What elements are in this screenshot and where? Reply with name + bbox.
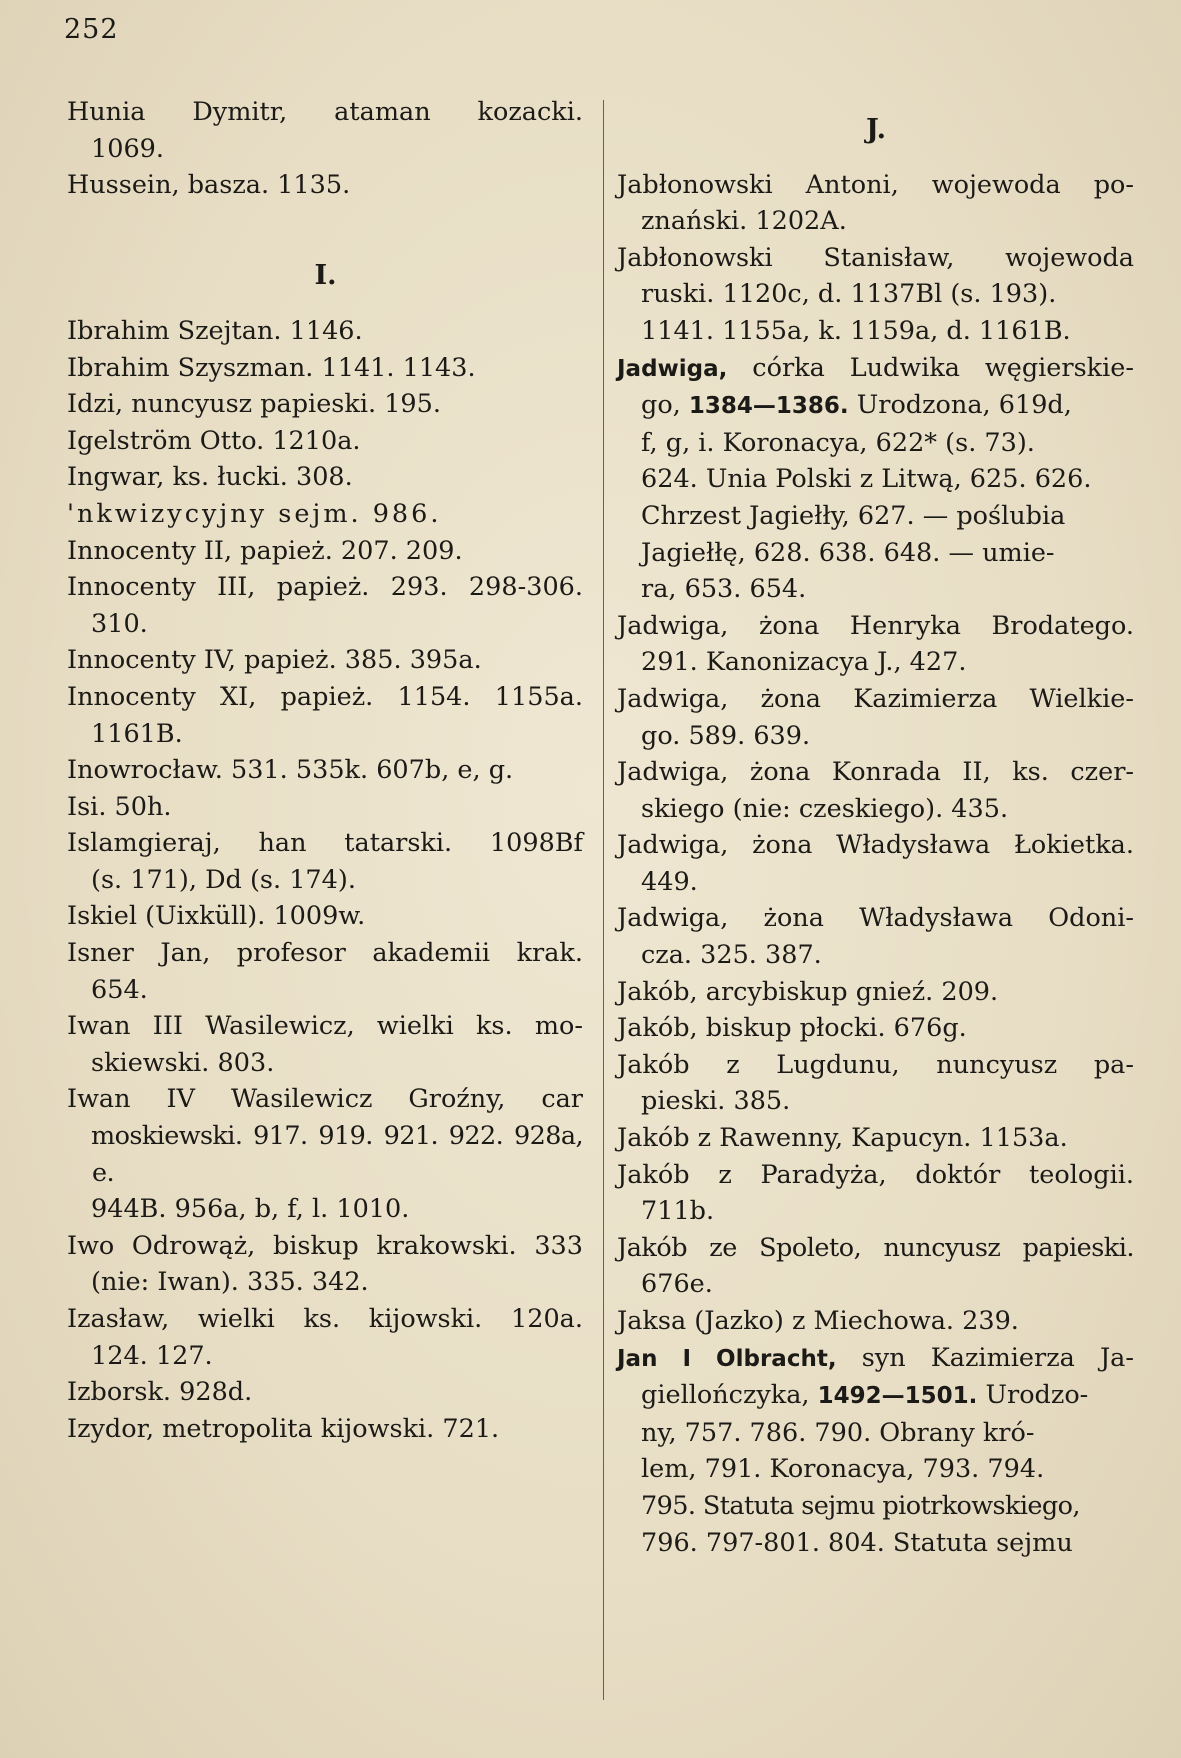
entry-line: Iwan IV Wasilewicz Groźny, car [67,1084,583,1115]
index-entry [68,386,583,423]
entry-line: ra, 653. 654. [641,574,807,605]
entry-line: Ibrahim Szyszman. 1141. 1143. [67,352,476,383]
section-heading-i: I. [314,260,337,292]
entry-line: 1161B. [91,718,183,749]
index-entry [618,1047,1134,1120]
entry-line: cza. 325. 387. [641,940,822,971]
entry-line: 624. Unia Polski z Litwą, 625. 626. [641,464,1092,495]
entry-line: Jadwiga, żona Kazimierza Wielkie- [617,683,1134,714]
entry-line: Urodzo- [977,1380,1089,1411]
entry-headword: Jadwiga, [617,355,728,382]
entry-line: znański. 1202A. [641,206,847,237]
index-entry [618,1120,1134,1157]
entry-line: Jabłonowski Antoni, wojewoda po- [617,169,1134,200]
entry-line: skiego (nie: czeskiego). 435. [641,793,1009,824]
entry-line: 310. [91,608,148,639]
index-entry [68,789,583,826]
index-entry [618,608,1134,681]
index-entry [618,900,1134,973]
entry-line: Innocenty III, papież. 293. 298-306. [67,572,583,603]
index-entry-jan-olbracht [618,1340,1134,1562]
entry-line: 291. Kanonizacya J., 427. [641,647,967,678]
entry-line: Jagiełłę, 628. 638. 648. — umie- [641,537,1055,568]
index-entry-jadwiga [618,350,1134,608]
index-entry [68,1008,583,1081]
index-entry [68,569,583,642]
entry-line: Innocenty XI, papież. 1154. 1155a. [67,681,583,712]
index-entry [68,94,583,167]
entry-line: Isner Jan, profesor akademii krak. [67,938,583,969]
entry-line: ny, 757. 786. 790. Obrany kró- [641,1417,1035,1448]
index-entry [618,240,1134,350]
entry-line: Chrzest Jagiełły, 627. — poślubia [641,500,1066,531]
entry-line: ruski. 1120c, d. 1137Bl (s. 193). [641,279,1057,310]
entry-headword: Jan I Olbracht, [617,1345,837,1372]
entry-line: Hunia Dymitr, ataman kozacki. [67,97,583,127]
entry-line: córka Ludwika węgierskie- [727,352,1134,383]
index-entry [68,679,583,752]
entry-line: Jabłonowski Stanisław, wojewoda [617,242,1134,273]
index-entry [618,827,1134,900]
entry-line: 944B. 956a, b, f, l. 1010. [91,1194,410,1225]
index-entry [618,167,1134,240]
entry-line: Isi. 50h. [67,791,172,822]
entry-line: 124. 127. [91,1340,213,1371]
index-entry [618,1230,1134,1303]
entry-line: Igelström Otto. 1210a. [67,425,361,456]
entry-line: Urodzona, 619d, [848,390,1072,421]
entry-line: 711b. [641,1196,715,1227]
index-entry [68,1228,583,1301]
index-entry [68,496,583,533]
entry-line: syn Kazimierza Ja- [836,1342,1135,1373]
entry-line: Izasław, wielki ks. kijowski. 120a. [67,1304,583,1334]
index-entry [618,974,1134,1011]
index-entry [68,752,583,789]
entry-line: Hussein, basza. 1135. [67,170,351,201]
entry-line: Inowrocław. 531. 535k. 607b, e, g. [67,755,514,786]
entry-line: Jakób ze Spoleto, nuncyusz papieski. [617,1232,1134,1263]
entry-line: Innocenty IV, papież. 385. 395a. [67,645,482,676]
entry-line: Jakób z Paradyża, doktór teologii. [617,1159,1134,1190]
entry-line: Jadwiga, żona Henryka Brodatego. [617,610,1134,641]
entry-line: giellończyka, [641,1380,818,1411]
entry-line: Jakób, arcybiskup gnieź. 209. [617,976,999,1007]
index-entry [68,825,583,898]
entry-line: Jadwiga, żona Władysława Odoni- [617,903,1134,934]
entry-dates: 1492—1501. [817,1383,978,1410]
entry-dates: 1384—1386. [688,393,849,420]
entry-line: go. 589. 639. [641,720,811,751]
index-entry [618,681,1134,754]
entry-line: moskiewski. 917. 919. 921. 922. 928a, e. [91,1121,583,1188]
page-number: 252 [64,14,119,45]
entry-line: pieski. 385. [641,1086,791,1117]
entry-line: Iwan III Wasilewicz, wielki ks. mo- [67,1011,583,1042]
index-entry [68,1301,583,1374]
entry-line: Jaksa (Jazko) z Miechowa. 239. [617,1306,1019,1336]
entry-line: Ingwar, ks. łucki. 308. [67,462,353,493]
index-entry [68,898,583,935]
index-entry [618,754,1134,827]
entry-line: Jakób z Rawenny, Kapucyn. 1153a. [617,1123,1068,1154]
entry-line: 1141. 1155a, k. 1159a, d. 1161B. [641,315,1071,346]
entry-line: Islamgieraj, han tatarski. 1098Bf [67,828,583,859]
entry-line: Iwo Odrowąż, biskup krakowski. 333 [67,1230,583,1261]
entry-line: go, [641,390,689,421]
index-entry [68,423,583,460]
index-entry [68,642,583,679]
entry-line: skiewski. 803. [91,1047,275,1078]
entry-line: (nie: Iwan). 335. 342. [91,1267,369,1298]
entry-line: 654. [91,974,148,1005]
entry-line: Jadwiga, żona Władysława Łokietka. [617,830,1134,861]
entry-line: (s. 171), Dd (s. 174). [91,864,356,895]
entry-line: f, g, i. Koronacya, 622* (s. 73). [641,427,1035,458]
entry-line: Ibrahim Szejtan. 1146. [67,315,363,346]
entry-line: 449. [641,866,698,897]
index-entry [618,1303,1134,1340]
entry-line: 796. 797-801. 804. Statuta sejmu [641,1527,1073,1558]
index-entry [68,313,583,350]
index-entry [68,167,583,204]
entry-line: Idzi, nuncyusz papieski. 195. [67,389,441,420]
index-entry [68,935,583,1008]
index-entry [68,1411,583,1448]
entry-line: Jakób z Lugdunu, nuncyusz pa- [617,1049,1134,1080]
entry-line: Jadwiga, żona Konrada II, ks. czer- [617,757,1134,788]
left-column [68,94,583,1447]
entry-line: 676e. [641,1269,713,1300]
section-heading-j: J. [865,114,887,145]
entry-line: Izborsk. 928d. [67,1377,253,1408]
entry-line: 1069. [91,133,165,164]
entry-line: Innocenty II, papież. 207. 209. [67,535,463,566]
index-entry [618,1010,1134,1047]
index-entry [68,459,583,496]
entry-line: Iskiel (Uixküll). 1009w. [67,901,366,932]
entry-line: lem, 791. Koronacya, 793. 794. [641,1454,1045,1485]
index-entry [618,1157,1134,1230]
column-divider [603,100,604,1700]
index-entry [68,1374,583,1411]
index-entry [68,1081,583,1227]
index-entry [68,350,583,387]
entry-line: Jakób, biskup płocki. 676g. [617,1013,967,1044]
right-column [618,94,1134,1561]
entry-line: 'nkwizycyjny sejm. 986. [67,498,442,529]
entry-line: Izydor, metropolita kijowski. 721. [67,1413,500,1444]
index-entry [68,533,583,570]
entry-line: 795. Statuta sejmu piotrkowskiego, [641,1490,1080,1521]
